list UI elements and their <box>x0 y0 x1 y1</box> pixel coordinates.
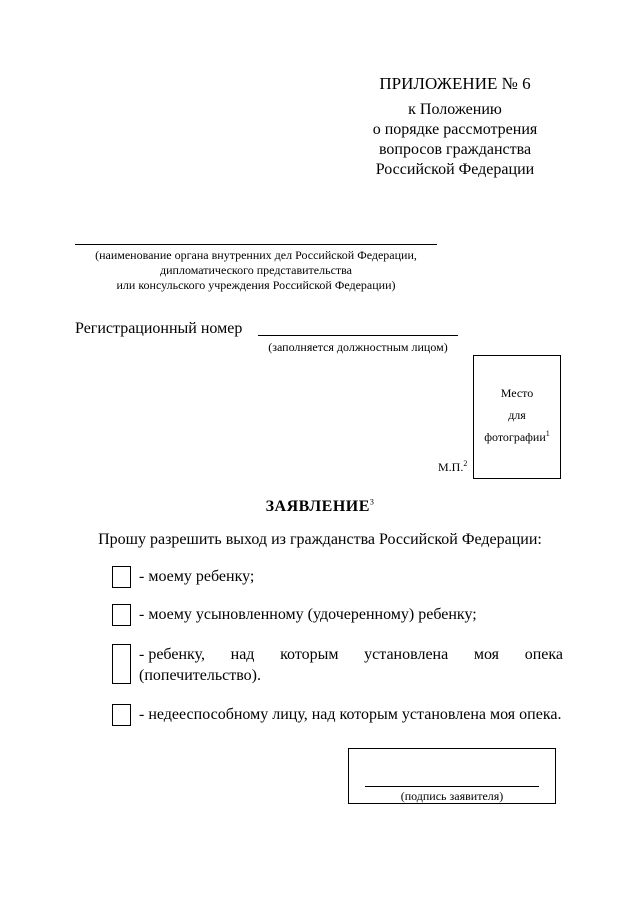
registration-number-field[interactable] <box>258 335 458 336</box>
photo-placeholder[interactable] <box>473 355 561 479</box>
statement-request: Прошу разрешить выход из гражданства Российской Федерации: <box>98 531 542 548</box>
option-label: - моему усыновленному (удочеренному) ребенку; <box>139 606 477 623</box>
authority-name-field[interactable] <box>75 244 437 245</box>
option-word: которым <box>280 646 339 663</box>
stamp-label <box>438 460 467 475</box>
photo-label-line: для <box>508 408 526 422</box>
authority-caption <box>75 248 437 293</box>
option-label-line <box>139 644 563 665</box>
option-checkbox[interactable] <box>112 604 131 626</box>
option-label-line: (попечительство). <box>139 667 262 684</box>
option-label: - недееспособному лицу, над которым установлена моя опека. <box>139 706 562 723</box>
registration-caption: (заполняется должностным лицом) <box>268 340 448 354</box>
footnote-marker: 2 <box>463 459 468 468</box>
appendix-line: о порядке рассмотрения <box>372 121 538 138</box>
appendix-line: вопросов гражданства <box>378 141 532 158</box>
photo-label-line: Место <box>500 386 534 400</box>
statement-title-text: ЗАЯВЛЕНИЕ <box>265 498 370 515</box>
option-word: - ребенку, <box>139 646 205 663</box>
option-checkbox[interactable] <box>112 644 131 684</box>
option-label <box>139 644 563 686</box>
authority-caption-line: дипломатического представительства <box>160 263 352 277</box>
signature-line <box>365 786 539 787</box>
appendix-title: ПРИЛОЖЕНИЕ № 6 <box>379 74 531 93</box>
signature-box[interactable] <box>348 748 556 804</box>
footnote-marker: 1 <box>545 429 550 438</box>
authority-caption-line: (наименование органа внутренних дел Российской Федерации, <box>95 248 417 262</box>
photo-label-line: фотографии <box>484 430 546 444</box>
option-checkbox[interactable] <box>112 704 131 726</box>
option-label: - моему ребенку; <box>139 568 255 585</box>
option-word: опека <box>524 646 563 663</box>
registration-label: Регистрационный номер <box>75 320 243 337</box>
option-word: над <box>230 646 255 663</box>
authority-caption-line: или консульского учреждения Российской Федерации) <box>116 278 396 292</box>
photo-label <box>474 382 560 448</box>
appendix-header <box>370 74 540 180</box>
footnote-marker: 3 <box>369 497 375 507</box>
appendix-line: к Положению <box>408 101 502 118</box>
option-word: установлена <box>364 646 449 663</box>
signature-caption: (подпись заявителя) <box>400 789 504 803</box>
statement-title <box>0 498 640 516</box>
option-word: моя <box>473 646 500 663</box>
option-checkbox[interactable] <box>112 566 131 588</box>
stamp-text: М.П. <box>438 460 464 474</box>
appendix-line: Российской Федерации <box>375 161 535 178</box>
